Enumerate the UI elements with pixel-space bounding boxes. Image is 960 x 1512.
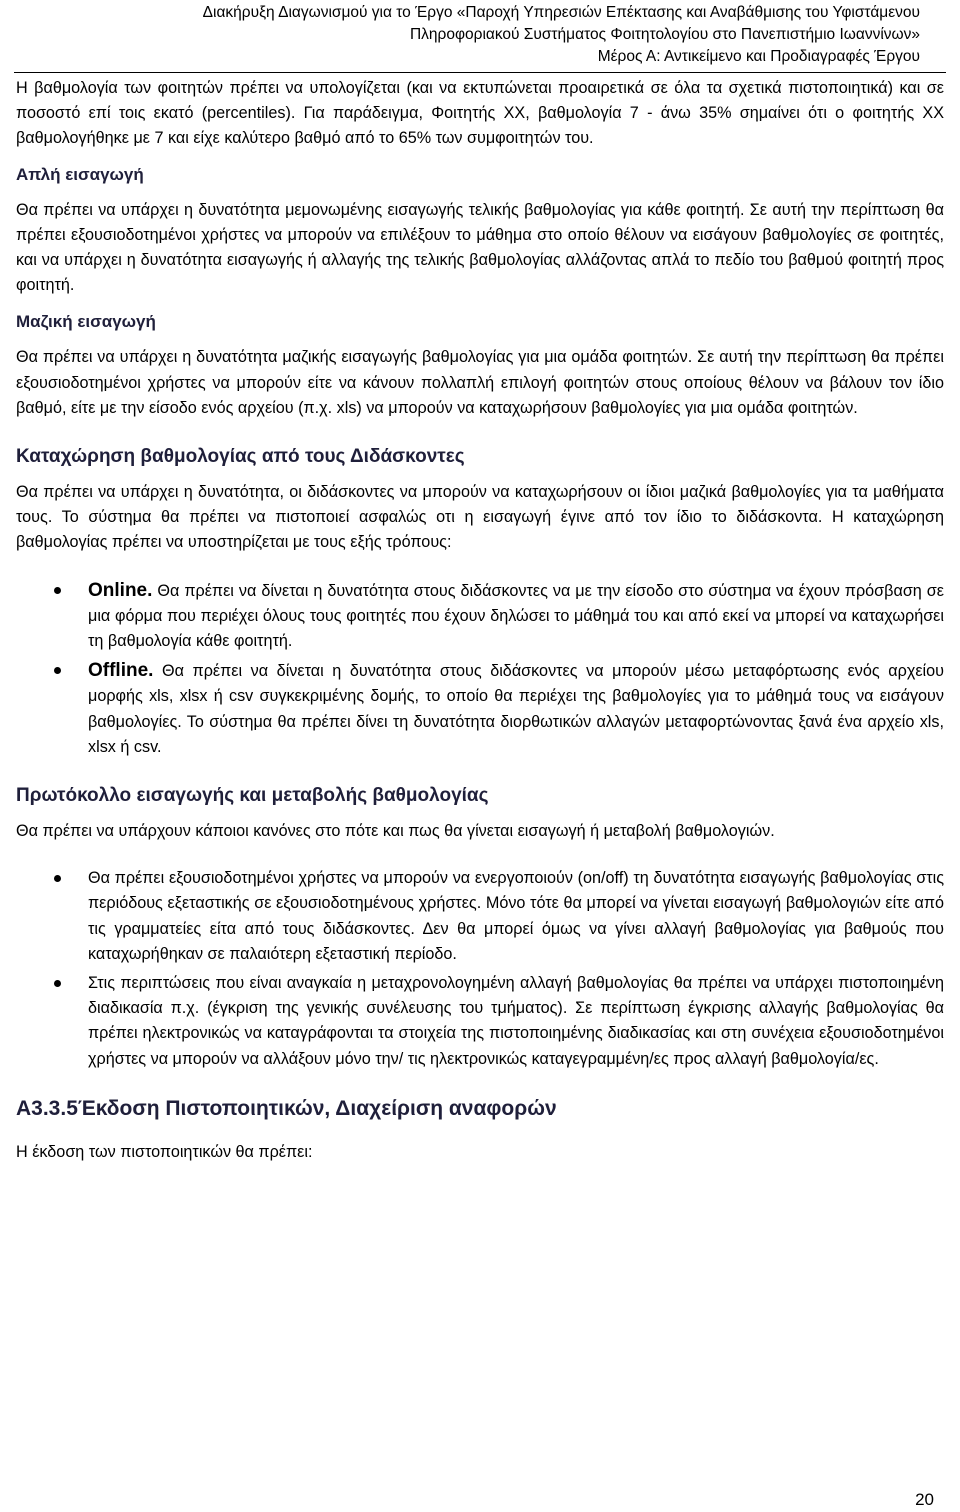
header-line-3: Μέρος Α: Αντικείμενο και Προδιαγραφές Έργου xyxy=(597,48,920,65)
header-divider xyxy=(14,72,946,73)
online-text: Θα πρέπει να δίνεται η δυνατότητα στους διδάσκοντες να με την είσοδο στο σύστημα να έχουν πρόσβαση σε μια φόρμα που περιέχει όλους τους φοιτητές που έχουν δηλώσει το μάθημά του και από εκεί να μπορεί να καταχωρήσει τη βαθμολογία κάθε φοιτητή. xyxy=(88,581,944,651)
teachers-entry-heading: Καταχώρηση βαθμολογίας από τους Διδάσκοντες xyxy=(16,446,465,468)
bulk-entry-paragraph: Θα πρέπει να υπάρχει η δυνατότητα μαζικής εισαγωγής βαθμολογίας για μια ομάδα φοιτητών. Σε αυτή την περίπτωση θα πρέπει εξουσιοδοτημένοι χρήστες να μπορούν είτε να κάνουν πολλαπλή επιλογή φοιτητών στους οποίους θέλουν να βάλουν τον ίδιο βαθμό, είτε με την είσοδο ενός αρχείου (π.χ. xls) να μπορούν να καταχωρήσουν βαθμολογίες για μια ομάδα φοιτητών. xyxy=(16,348,944,417)
page-number: 20 xyxy=(915,1490,934,1509)
section-paragraph: Η έκδοση των πιστοποιητικών θα πρέπει: xyxy=(16,1142,313,1161)
header-line-2: Πληροφοριακού Συστήματος Φοιτητολογίου στο Πανεπιστήμιο Ιωαννίνων» xyxy=(409,26,920,43)
header-line-1: Διακήρυξη Διαγωνισμού για το Έργο «Παροχή Υπηρεσιών Επέκτασης και Αναβάθμισης του Υφιστάμενου xyxy=(202,4,920,21)
list-item xyxy=(16,658,944,760)
section-heading: Α3.3.5Έκδοση Πιστοποιητικών, Διαχείριση αναφορών xyxy=(16,1096,557,1120)
simple-entry-heading: Απλή εισαγωγή xyxy=(16,164,144,184)
protocol-list xyxy=(16,866,944,1072)
teachers-entry-paragraph: Θα πρέπει να υπάρχει η δυνατότητα, οι διδάσκοντες να μπορούν να καταχωρήσουν οι ίδιοι μαζικά βαθμολογίες για τα μαθήματα τους. Το σύστημα θα πρέπει να πιστοποιεί ασφαλώς οτι η εισαγωγή έγινε από τον ίδιο το διδάσκοντα. Η καταχώρηση βαθμολογίας πρέπει να υποστηρίζεται με τους εξής τρόπους: xyxy=(16,483,944,552)
document-header xyxy=(40,2,920,68)
bulk-entry-heading: Μαζική εισαγωγή xyxy=(16,312,156,332)
protocol-paragraph: Θα πρέπει να υπάρχουν κάποιοι κανόνες στο πότε και πως θα γίνεται εισαγωγή ή μεταβολή βαθμολογιών. xyxy=(16,822,775,841)
offline-label: Offline. xyxy=(88,660,154,682)
list-item: Στις περιπτώσεις που είναι αναγκαία η μεταχρονολογημένη αλλαγή βαθμολογίας θα πρέπει να υπάρχει πιστοποιημένη διαδικασία π.χ. (έγκριση της γενικής συνέλευσης του τμήματος). Σε περίπτωση έγκρισης αλλαγής βαθμολογίας θα πρέπει ηλεκτρονικώς να καταγράφονται τα στοιχεία της πιστοποιημένης διαδικασίας και στη συνέχεια εξουσιοδοτημένοι χρήστες να μπορούν να αλλάξουν μόνο την/ τις ηλεκτρονικώς καταγεγραμμένη/ες προς αλλαγή βαθμολογία/ες. xyxy=(16,971,944,1072)
intro-paragraph: Η βαθμολογία των φοιτητών πρέπει να υπολογίζεται (και να εκτυπώνεται προαιρετικά σε όλα τα σχετικά πιστοποιητικά) και σε ποσοστό επί τοις εκατό (percentiles). Για παράδειγμα, Φοιτητής ΧΧ, βαθμολογία 7 - άνω 35% σημαίνει ότι ο φοιτητής ΧΧ βαθμολογήθηκε με 7 και είχε καλύτερο βαθμό από το 65% των συμφοιτητών του. xyxy=(16,79,944,148)
simple-entry-paragraph: Θα πρέπει να υπάρχει η δυνατότητα μεμονωμένης εισαγωγής τελικής βαθμολογίας για κάθε φοιτητή. Σε αυτή την περίπτωση θα πρέπει εξουσιοδοτημένοι χρήστες να μπορούν να επιλέξουν το μάθημα στο οποίο θέλουν να εισάγουν βαθμολογίες σε φοιτητές, και να υπάρχει η δυνατότητα εισαγωγής ή αλλαγής της τελικής βαθμολογίας αλλάζοντας απλά το πεδίο του βαθμού φοιτητή προς φοιτητή. xyxy=(16,200,944,295)
online-label: Online. xyxy=(88,579,153,601)
teachers-entry-list xyxy=(16,578,944,760)
document-body xyxy=(16,76,944,1165)
offline-text: Θα πρέπει να δίνεται η δυνατότητα στους διδάσκοντες να μπορούν μέσω μεταφόρτωσης ενός αρχείου μορφής xls, xlsx ή csv συγκεκριμένης δομής, το οποίο θα περιέχει της βαθμολογίες για το μάθημά τους να εισάγουν βαθμολογίες. Το σύστημα θα πρέπει δίνει τη δυνατότητα διορθωτικών αλλαγών μεταφορτώνοντας ξανά ένα αρχείο xls, xlsx ή csv. xyxy=(88,662,944,756)
list-item xyxy=(16,578,944,655)
protocol-heading: Πρωτόκολλο εισαγωγής και μεταβολής βαθμολογίας xyxy=(16,785,489,807)
list-item: Θα πρέπει εξουσιοδοτημένοι χρήστες να μπορούν να ενεργοποιούν (on/off) τη δυνατότητα εισαγωγής βαθμολογίας στις περιόδους εξεταστικής σε εξουσιοδοτημένους χρήστες. Μόνο τότε θα μπορεί να γίνεται εισαγωγή βαθμολογιών είτε από τις γραμματείες είτα από τους διδάσκοντες. Δεν θα μπορεί όμως να γίνει αλλαγή βαθμολογίας για βαθμούς που καταχωρήθηκαν σε παλαιότερη εξεταστική περίοδο. xyxy=(16,866,944,967)
